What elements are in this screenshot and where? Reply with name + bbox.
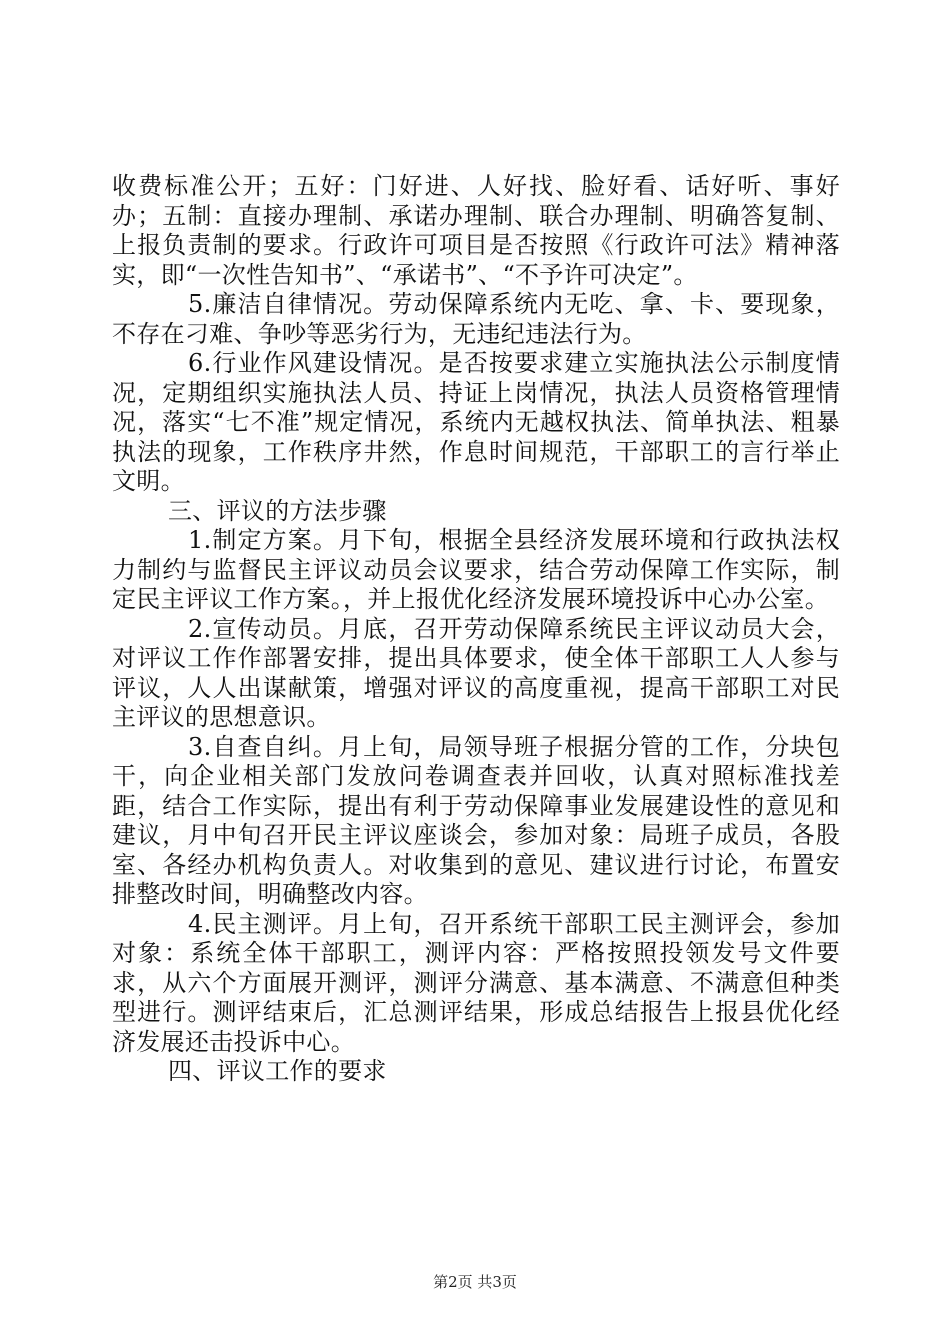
page-footer: 第2页 共3页	[433, 1273, 517, 1291]
paragraph-item-6: 6.行业作风建设情况。是否按要求建立实施执法公示制度情况，定期组织实施执法人员、持证上岗情况，执法人员资格管理情况，落实“七不准”规定情况，系统内无越权执法、简单执法、粗暴执法的现象，工作秩序井然，作息时间规范，干部职工的言行举止文明。	[112, 349, 840, 495]
paragraph-item-5: 5.廉洁自律情况。劳动保障系统内无吃、拿、卡、要现象，不存在刁难、争吵等恶劣行为，无违纪违法行为。	[112, 290, 840, 348]
document-body	[112, 172, 840, 1087]
paragraph-item-3: 3.自查自纠。月上旬，局领导班子根据分管的工作，分块包干，向企业相关部门发放问卷调查表并回收，认真对照标准找差距，结合工作实际，提出有利于劳动保障事业发展建设性的意见和建议，月中旬召开民主评议座谈会，参加对象：局班子成员，各股室、各经办机构负责人。对收集到的意见、建议进行讨论，布置安排整改时间，明确整改内容。	[112, 732, 840, 908]
paragraph-item-4: 4.民主测评。月上旬，召开系统干部职工民主测评会，参加对象：系统全体干部职工，测评内容：严格按照投领发号文件要求，从六个方面展开测评，测评分满意、基本满意、不满意但种类型进行。测评结束后，汇总测评结果，形成总结报告上报县优化经济发展还击投诉中心。	[112, 909, 840, 1056]
paragraph-item-1: 1.制定方案。月下旬，根据全县经济发展环境和行政执法权力制约与监督民主评议动员会议要求，结合劳动保障工作实际，制定民主评议工作方案。，并上报优化经济发展环境投诉中心办公室。	[112, 526, 840, 613]
paragraph-item-2: 2.宣传动员。月底，召开劳动保障系统民主评议动员大会，对评议工作作部署安排，提出具体要求，使全体干部职工人人参与评议，人人出谋献策，增强对评议的高度重视，提高干部职工对民主评议的思想意识。	[112, 614, 840, 731]
section-heading-4: 四、评议工作的要求	[168, 1057, 387, 1085]
section-heading-3: 三、评议的方法步骤	[168, 496, 387, 525]
paragraph-continuation: 收费标准公开；五好：门好进、人好找、脸好看、话好听、事好办；五制：直接办理制、承诺办理制、联合办理制、明确答复制、上报负责制的要求。行政许可项目是否按照《行政许可法》精神落实，即“一次性告知书”、“承诺书”、“不予许可决定”。	[112, 172, 840, 289]
